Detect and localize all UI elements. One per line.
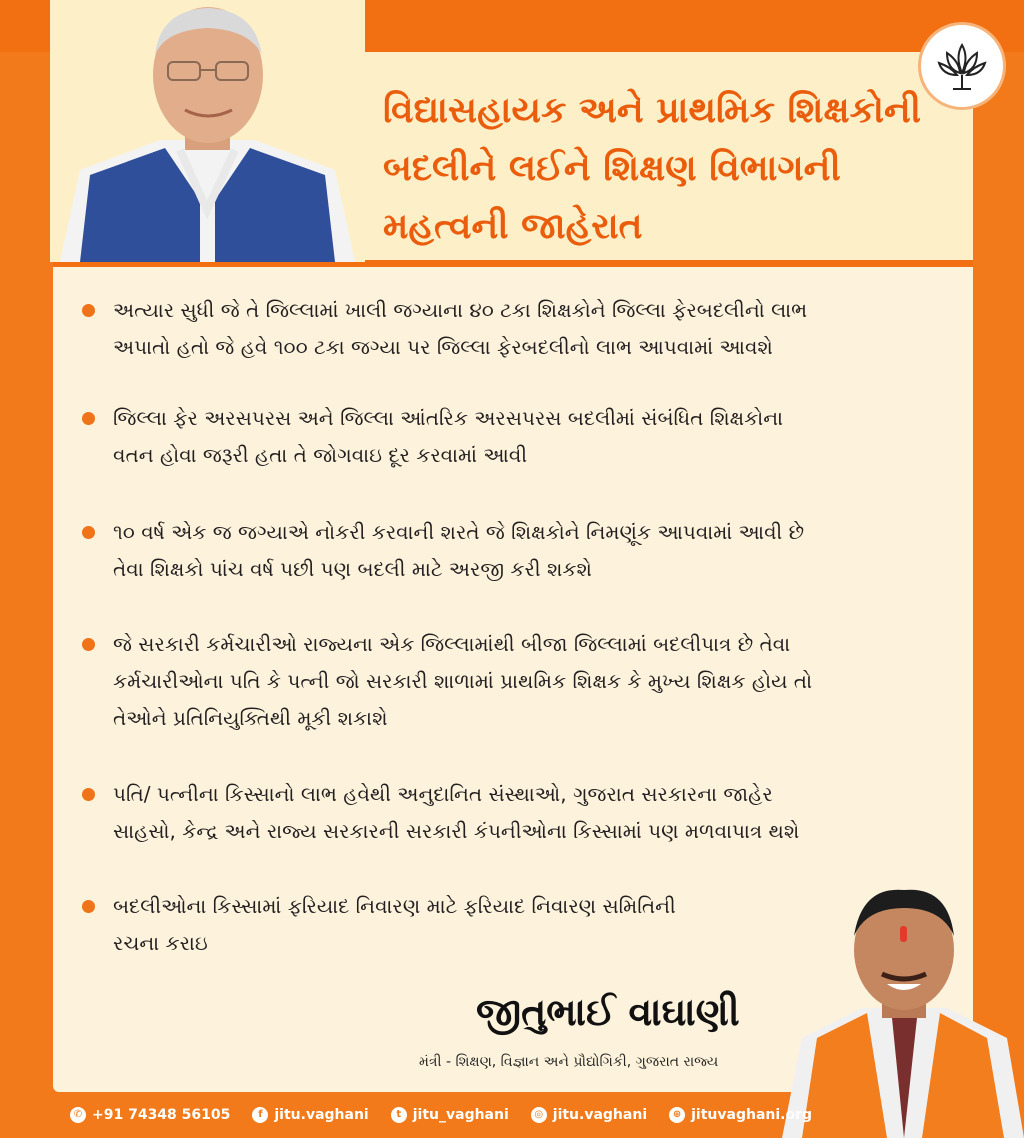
globe-icon: ⊕ [669,1107,685,1123]
footer-facebook[interactable] [252,1107,368,1123]
website-text: jituvaghani.org [691,1107,813,1123]
bullet-dot [82,304,95,317]
footer-instagram[interactable] [531,1107,647,1123]
headline-line: બદલીને લઈને શિક્ષણ વિભાગની [383,148,841,189]
bullet-dot [82,788,95,801]
instagram-text: jitu.vaghani [552,1107,648,1123]
footer-phone[interactable] [70,1107,230,1123]
phone-text: +91 74348 56105 [92,1107,231,1123]
leader-portrait-top [50,0,365,262]
facebook-text: jitu.vaghani [274,1107,369,1123]
footer-contacts [0,1092,813,1138]
bullet-line: પતિ/ પત્નીના કિસ્સાનો લાભ હવેથી અનુદાનિત સંસ્થાઓ, ગુજરાત સરકારના જાહેર [113,782,773,806]
bullet-line: અપાતો હતો જે હવે ૧૦૦ ટકા જગ્યા પર જિલ્લા ફેરબદલીનો લાભ આપવામાં આવશે [113,335,773,359]
headline [383,82,953,256]
signature-role: મંત્રી - શિક્ષણ, વિજ્ઞાન અને પ્રૌદ્યોગિકી, ગુજરાત રાજ્ય [419,1054,719,1070]
footer-twitter[interactable] [391,1107,509,1123]
headline-line: વિદ્યાસહાયક અને પ્રાથમિક શિક્ષકોની [383,90,922,131]
bullet-line: તેઓને પ્રતિનિયુક્તિથી મૂકી શકાશે [113,706,388,730]
instagram-icon: ◎ [531,1107,547,1123]
bullet-line: અત્યાર સુધી જે તે જિલ્લામાં ખાલી જગ્યાના ૪૦ ટકા શિક્ષકોને જિલ્લા ફેરબદલીનો લાભ [113,298,808,322]
headline-line: મહત્વની જાહેરાત [383,206,643,247]
signature-name: જીતુભાઈ વાઘાણી [476,990,740,1034]
twitter-icon: t [391,1107,407,1123]
whatsapp-icon: ✆ [70,1107,86,1123]
bullet-line: બદલીઓના કિસ્સામાં ફરિયાદ નિવારણ માટે ફરિયાદ નિવારણ સમિતિની [113,894,676,918]
bullet-dot [82,526,95,539]
bullet-line: જે સરકારી કર્મચારીઓ રાજ્યના એક જિલ્લામાંથી બીજા જિલ્લામાં બદલીપાત્ર છે તેવા [113,632,791,656]
bullet-line: તેવા શિક્ષકો પાંચ વર્ષ પછી પણ બદલી માટે અરજી કરી શકશે [113,557,592,581]
bullet-dot [82,638,95,651]
facebook-icon: f [252,1107,268,1123]
minister-portrait [782,888,1024,1138]
twitter-text: jitu_vaghani [412,1107,509,1123]
bullet-line: કર્મચારીઓના પતિ કે પત્ની જો સરકારી શાળામાં પ્રાથમિક શિક્ષક કે મુખ્ય શિક્ષક હોય તો [113,669,813,693]
bullet-line: ૧૦ વર્ષ એક જ જગ્યાએ નોકરી કરવાની શરતે જે શિક્ષકોને નિમણૂંક આપવામાં આવી છે [113,520,805,544]
bullet-dot [82,900,95,913]
bullet-dot [82,412,95,425]
bullet-line: વતન હોવા જરૂરી હતા તે જોગવાઇ દૂર કરવામાં આવી [113,443,528,467]
bullet-line: રચના કરાઇ [113,931,208,955]
footer-website[interactable] [669,1107,812,1123]
bullet-line: જિલ્લા ફેર અરસપરસ અને જિલ્લા આંતરિક અરસપરસ બદલીમાં સંબંધિત શિક્ષકોના [113,406,784,430]
bullet-line: સાહસો, કેન્દ્ર અને રાજ્ય સરકારની સરકારી કંપનીઓના કિસ્સામાં પણ મળવાપાત્ર થશે [113,819,800,843]
